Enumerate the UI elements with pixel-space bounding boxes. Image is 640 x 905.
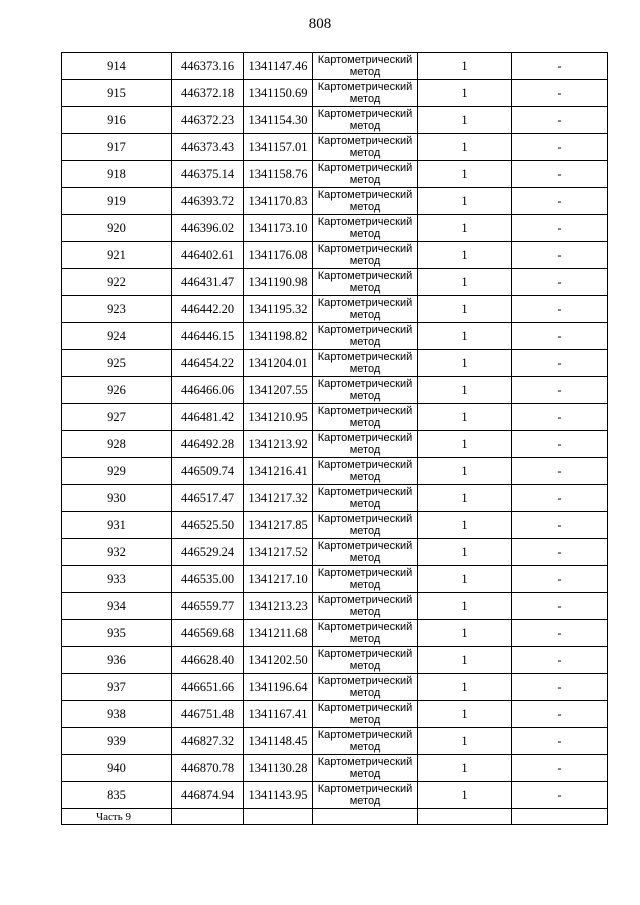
count-cell: 1 — [418, 620, 512, 647]
table-row — [62, 701, 608, 728]
x-coordinate-cell: 446827.32 — [172, 728, 244, 755]
note-cell: - — [512, 161, 608, 188]
table-row — [62, 647, 608, 674]
y-coordinate-cell: 1341213.92 — [244, 431, 313, 458]
method-cell: Картометрический метод — [313, 755, 418, 782]
y-coordinate-cell: 1341195.32 — [244, 296, 313, 323]
table-row — [62, 188, 608, 215]
note-cell: - — [512, 269, 608, 296]
note-cell: - — [512, 755, 608, 782]
coordinates-table — [61, 52, 608, 825]
table-row — [62, 215, 608, 242]
note-cell: - — [512, 296, 608, 323]
note-cell: - — [512, 539, 608, 566]
y-coordinate-cell: 1341158.76 — [244, 161, 313, 188]
note-cell: - — [512, 80, 608, 107]
point-number-cell: 937 — [62, 674, 172, 701]
x-coordinate-cell: 446628.40 — [172, 647, 244, 674]
y-coordinate-cell: 1341147.46 — [244, 53, 313, 80]
point-number-cell: 939 — [62, 728, 172, 755]
x-coordinate-cell: 446431.47 — [172, 269, 244, 296]
method-cell: Картометрический метод — [313, 350, 418, 377]
count-cell: 1 — [418, 161, 512, 188]
note-cell: - — [512, 377, 608, 404]
point-number-cell: 934 — [62, 593, 172, 620]
count-cell: 1 — [418, 377, 512, 404]
method-cell: Картометрический метод — [313, 620, 418, 647]
method-cell: Картометрический метод — [313, 53, 418, 80]
note-cell: - — [512, 674, 608, 701]
y-coordinate-cell: 1341217.52 — [244, 539, 313, 566]
x-coordinate-cell: 446559.77 — [172, 593, 244, 620]
point-number-cell: 938 — [62, 701, 172, 728]
count-cell: 1 — [418, 647, 512, 674]
point-number-cell: 929 — [62, 458, 172, 485]
y-coordinate-cell: 1341207.55 — [244, 377, 313, 404]
count-cell: 1 — [418, 728, 512, 755]
x-coordinate-cell: 446454.22 — [172, 350, 244, 377]
note-cell: - — [512, 728, 608, 755]
note-cell: - — [512, 620, 608, 647]
note-cell: - — [512, 647, 608, 674]
method-cell: Картометрический метод — [313, 782, 418, 809]
point-number-cell: 935 — [62, 620, 172, 647]
count-cell: 1 — [418, 323, 512, 350]
method-cell: Картометрический метод — [313, 134, 418, 161]
point-number-cell: 916 — [62, 107, 172, 134]
x-coordinate-cell: 446525.50 — [172, 512, 244, 539]
table-row — [62, 323, 608, 350]
method-cell: Картометрический метод — [313, 593, 418, 620]
point-number-cell: 924 — [62, 323, 172, 350]
note-cell: - — [512, 107, 608, 134]
table-row — [62, 593, 608, 620]
method-cell: Картометрический метод — [313, 431, 418, 458]
y-coordinate-cell: 1341176.08 — [244, 242, 313, 269]
count-cell: 1 — [418, 566, 512, 593]
x-coordinate-cell: 446396.02 — [172, 215, 244, 242]
page-number: 808 — [308, 16, 332, 32]
table-row — [62, 80, 608, 107]
count-cell: 1 — [418, 431, 512, 458]
method-cell: Картометрический метод — [313, 80, 418, 107]
count-cell: 1 — [418, 674, 512, 701]
point-number-cell: 926 — [62, 377, 172, 404]
count-cell: 1 — [418, 512, 512, 539]
x-coordinate-cell: 446372.23 — [172, 107, 244, 134]
empty-cell — [418, 809, 512, 825]
x-coordinate-cell: 446651.66 — [172, 674, 244, 701]
y-coordinate-cell: 1341150.69 — [244, 80, 313, 107]
x-coordinate-cell: 446870.78 — [172, 755, 244, 782]
y-coordinate-cell: 1341143.95 — [244, 782, 313, 809]
point-number-cell: 915 — [62, 80, 172, 107]
table-row — [62, 512, 608, 539]
method-cell: Картометрический метод — [313, 188, 418, 215]
note-cell: - — [512, 350, 608, 377]
note-cell: - — [512, 242, 608, 269]
method-cell: Картометрический метод — [313, 215, 418, 242]
x-coordinate-cell: 446446.15 — [172, 323, 244, 350]
x-coordinate-cell: 446466.06 — [172, 377, 244, 404]
method-cell: Картометрический метод — [313, 512, 418, 539]
x-coordinate-cell: 446751.48 — [172, 701, 244, 728]
method-cell: Картометрический метод — [313, 539, 418, 566]
note-cell: - — [512, 134, 608, 161]
x-coordinate-cell: 446373.43 — [172, 134, 244, 161]
x-coordinate-cell: 446569.68 — [172, 620, 244, 647]
x-coordinate-cell: 446874.94 — [172, 782, 244, 809]
y-coordinate-cell: 1341148.45 — [244, 728, 313, 755]
y-coordinate-cell: 1341210.95 — [244, 404, 313, 431]
note-cell: - — [512, 701, 608, 728]
point-number-cell: 923 — [62, 296, 172, 323]
point-number-cell: 936 — [62, 647, 172, 674]
table-row — [62, 728, 608, 755]
point-number-cell: 918 — [62, 161, 172, 188]
y-coordinate-cell: 1341157.01 — [244, 134, 313, 161]
part-row — [62, 809, 608, 825]
count-cell: 1 — [418, 107, 512, 134]
point-number-cell: 921 — [62, 242, 172, 269]
table-row — [62, 404, 608, 431]
y-coordinate-cell: 1341173.10 — [244, 215, 313, 242]
x-coordinate-cell: 446535.00 — [172, 566, 244, 593]
count-cell: 1 — [418, 53, 512, 80]
method-cell: Картометрический метод — [313, 242, 418, 269]
table-row — [62, 431, 608, 458]
note-cell: - — [512, 566, 608, 593]
y-coordinate-cell: 1341167.41 — [244, 701, 313, 728]
point-number-cell: 925 — [62, 350, 172, 377]
table-row — [62, 161, 608, 188]
y-coordinate-cell: 1341217.85 — [244, 512, 313, 539]
empty-cell — [172, 809, 244, 825]
point-number-cell: 927 — [62, 404, 172, 431]
point-number-cell: 940 — [62, 755, 172, 782]
method-cell: Картометрический метод — [313, 377, 418, 404]
point-number-cell: 919 — [62, 188, 172, 215]
y-coordinate-cell: 1341170.83 — [244, 188, 313, 215]
note-cell: - — [512, 485, 608, 512]
method-cell: Картометрический метод — [313, 674, 418, 701]
table-row — [62, 377, 608, 404]
method-cell: Картометрический метод — [313, 269, 418, 296]
y-coordinate-cell: 1341204.01 — [244, 350, 313, 377]
empty-cell — [512, 809, 608, 825]
count-cell: 1 — [418, 485, 512, 512]
count-cell: 1 — [418, 755, 512, 782]
point-number-cell: 922 — [62, 269, 172, 296]
point-number-cell: 835 — [62, 782, 172, 809]
count-cell: 1 — [418, 188, 512, 215]
note-cell: - — [512, 593, 608, 620]
x-coordinate-cell: 446373.16 — [172, 53, 244, 80]
empty-cell — [244, 809, 313, 825]
table-row — [62, 782, 608, 809]
table-row — [62, 134, 608, 161]
y-coordinate-cell: 1341154.30 — [244, 107, 313, 134]
point-number-cell: 930 — [62, 485, 172, 512]
method-cell: Картометрический метод — [313, 107, 418, 134]
y-coordinate-cell: 1341213.23 — [244, 593, 313, 620]
note-cell: - — [512, 404, 608, 431]
count-cell: 1 — [418, 404, 512, 431]
table-row — [62, 107, 608, 134]
point-number-cell: 920 — [62, 215, 172, 242]
y-coordinate-cell: 1341211.68 — [244, 620, 313, 647]
count-cell: 1 — [418, 701, 512, 728]
note-cell: - — [512, 431, 608, 458]
y-coordinate-cell: 1341190.98 — [244, 269, 313, 296]
empty-cell — [313, 809, 418, 825]
method-cell: Картометрический метод — [313, 647, 418, 674]
method-cell: Картометрический метод — [313, 161, 418, 188]
table-row — [62, 296, 608, 323]
table-row — [62, 620, 608, 647]
count-cell: 1 — [418, 134, 512, 161]
table-row — [62, 350, 608, 377]
count-cell: 1 — [418, 593, 512, 620]
x-coordinate-cell: 446402.61 — [172, 242, 244, 269]
method-cell: Картометрический метод — [313, 323, 418, 350]
point-number-cell: 932 — [62, 539, 172, 566]
x-coordinate-cell: 446442.20 — [172, 296, 244, 323]
count-cell: 1 — [418, 269, 512, 296]
table-row — [62, 674, 608, 701]
count-cell: 1 — [418, 782, 512, 809]
y-coordinate-cell: 1341196.64 — [244, 674, 313, 701]
count-cell: 1 — [418, 215, 512, 242]
x-coordinate-cell: 446517.47 — [172, 485, 244, 512]
method-cell: Картометрический метод — [313, 728, 418, 755]
count-cell: 1 — [418, 296, 512, 323]
y-coordinate-cell: 1341130.28 — [244, 755, 313, 782]
note-cell: - — [512, 215, 608, 242]
method-cell: Картометрический метод — [313, 566, 418, 593]
x-coordinate-cell: 446509.74 — [172, 458, 244, 485]
x-coordinate-cell: 446481.42 — [172, 404, 244, 431]
point-number-cell: 914 — [62, 53, 172, 80]
count-cell: 1 — [418, 242, 512, 269]
table-row — [62, 242, 608, 269]
y-coordinate-cell: 1341217.10 — [244, 566, 313, 593]
point-number-cell: 931 — [62, 512, 172, 539]
point-number-cell: 917 — [62, 134, 172, 161]
point-number-cell: 928 — [62, 431, 172, 458]
note-cell: - — [512, 512, 608, 539]
table-row — [62, 53, 608, 80]
count-cell: 1 — [418, 350, 512, 377]
note-cell: - — [512, 323, 608, 350]
note-cell: - — [512, 458, 608, 485]
table-row — [62, 755, 608, 782]
point-number-cell: 933 — [62, 566, 172, 593]
x-coordinate-cell: 446529.24 — [172, 539, 244, 566]
table-row — [62, 458, 608, 485]
table-row — [62, 539, 608, 566]
y-coordinate-cell: 1341217.32 — [244, 485, 313, 512]
table-row — [62, 566, 608, 593]
x-coordinate-cell: 446372.18 — [172, 80, 244, 107]
y-coordinate-cell: 1341198.82 — [244, 323, 313, 350]
count-cell: 1 — [418, 539, 512, 566]
table-row — [62, 485, 608, 512]
table-body — [62, 53, 608, 825]
method-cell: Картометрический метод — [313, 404, 418, 431]
table-row — [62, 269, 608, 296]
note-cell: - — [512, 188, 608, 215]
x-coordinate-cell: 446492.28 — [172, 431, 244, 458]
note-cell: - — [512, 53, 608, 80]
x-coordinate-cell: 446375.14 — [172, 161, 244, 188]
method-cell: Картометрический метод — [313, 485, 418, 512]
part-label: Часть 9 — [62, 809, 172, 825]
method-cell: Картометрический метод — [313, 296, 418, 323]
y-coordinate-cell: 1341202.50 — [244, 647, 313, 674]
count-cell: 1 — [418, 80, 512, 107]
method-cell: Картометрический метод — [313, 701, 418, 728]
note-cell: - — [512, 782, 608, 809]
count-cell: 1 — [418, 458, 512, 485]
y-coordinate-cell: 1341216.41 — [244, 458, 313, 485]
x-coordinate-cell: 446393.72 — [172, 188, 244, 215]
method-cell: Картометрический метод — [313, 458, 418, 485]
